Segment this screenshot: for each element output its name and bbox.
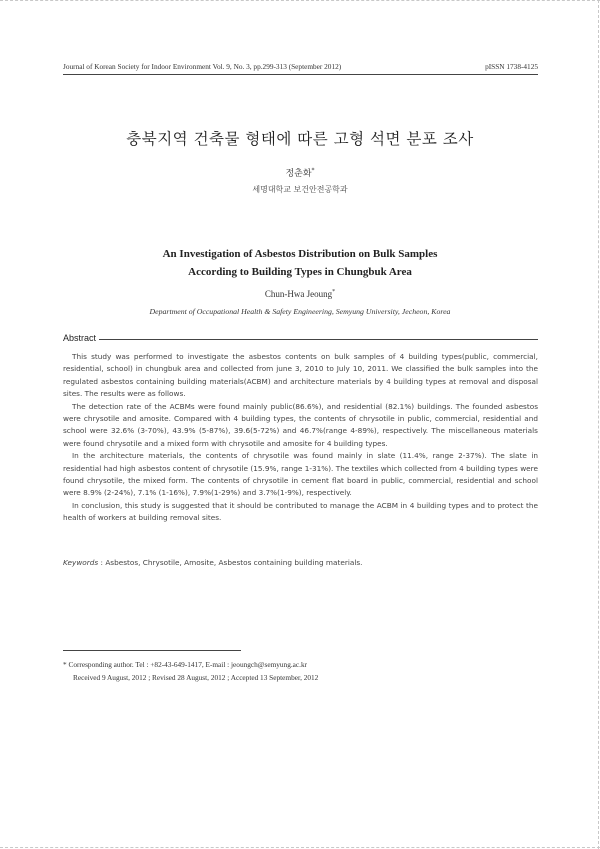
running-head bbox=[63, 62, 538, 71]
corresponding-author-note: * Corresponding author. Tel : +82-43-649-1417, E-mail : jeoungch@semyung.ac.kr bbox=[63, 660, 308, 669]
page-edge-top bbox=[0, 0, 600, 2]
abstract-paragraph-4: In conclusion, this study is suggested that it should be contributed to manage the ACBM in 4 building types and to protect the health of workers at building removal sites. bbox=[63, 500, 538, 523]
journal-citation: Journal of Korean Society for Indoor Environment Vol. 9, No. 3, pp.299-313 (September 2012) bbox=[63, 62, 342, 71]
running-head-rule bbox=[63, 74, 538, 75]
english-title bbox=[0, 245, 600, 281]
issn: pISSN 1738-4125 bbox=[485, 62, 538, 71]
received-dates-note: Received 9 August, 2012 ; Revised 28 August, 2012 ; Accepted 13 September, 2012 bbox=[73, 673, 319, 682]
english-title-line-2: According to Building Types in Chungbuk Area bbox=[188, 266, 412, 278]
english-author-mark: * bbox=[332, 289, 336, 295]
english-affiliation: Department of Occupational Health & Safety Engineering, Semyung University, Jecheon, Korea bbox=[149, 307, 451, 316]
footnote-rule bbox=[63, 650, 241, 651]
abstract-rule bbox=[99, 339, 538, 340]
keywords-separator: : bbox=[98, 558, 106, 567]
korean-affiliation: 세명대학교 보건안전공학과 bbox=[252, 185, 348, 194]
abstract-body bbox=[63, 351, 538, 525]
abstract-paragraph-1: This study was performed to investigate the asbestos contents on bulk samples of 4 building types(public, commercial, residential, school) in chungbuk area and collected from june 3, 2010 to July 10, 2011. We classified the bulk samples into the regulated asbestos containing building materials(ACBM) and architecture materials by 4 building types at removal and disposal sites. The results were as follows. bbox=[63, 352, 538, 399]
english-title-line-1: An Investigation of Asbestos Distribution on Bulk Samples bbox=[162, 248, 438, 260]
abstract-paragraph-3: In the architecture materials, the contents of chrysotile was found mainly in slate (11.4%, range 2-37%). The slate in residential had high asbestos content of chrysotile (15.9%, range 1-31%). The textiles which collected from 4 building types were found chrysotile, the mixed form. The contents of chrysotile in cement flat board in public, commercial, residential and school were 8.9% (2-24%), 7.1% (1-16%), 7.9%(1-29%) and 3.7%(1-9%), respectively. bbox=[63, 451, 538, 498]
english-author-name: Chun-Hwa Jeoung bbox=[264, 289, 333, 299]
english-author bbox=[0, 289, 600, 299]
footnote bbox=[63, 658, 538, 684]
korean-title: 충북지역 건축물 형태에 따른 고형 석면 분포 조사 bbox=[126, 130, 474, 148]
korean-author bbox=[0, 166, 600, 179]
abstract-heading bbox=[63, 333, 538, 343]
korean-author-name: 정춘화 bbox=[285, 169, 312, 179]
abstract-paragraph-2: The detection rate of the ACBMs were found mainly public(86.6%), and residential (82.1%) buildings. The founded asbestos were chrysotile and amosite. Compared with 4 building types, the contents of chrysotile in public, commercial, residential and school were 32.6% (3-70%), 43.9% (5-87%), 39.6(5-72%) and 46.7%(range 4-89%), respectively. The miscellaneous materials were found chrysotile and a mixed form with chrysotile and amosite for 4 building types. bbox=[63, 401, 538, 448]
keywords bbox=[63, 558, 538, 567]
keywords-label: Keywords bbox=[63, 558, 99, 567]
korean-author-mark: * bbox=[311, 167, 315, 174]
abstract-label: Abstract bbox=[63, 333, 97, 343]
keywords-text: Asbestos, Chrysotile, Amosite, Asbestos containing building materials. bbox=[105, 558, 363, 567]
